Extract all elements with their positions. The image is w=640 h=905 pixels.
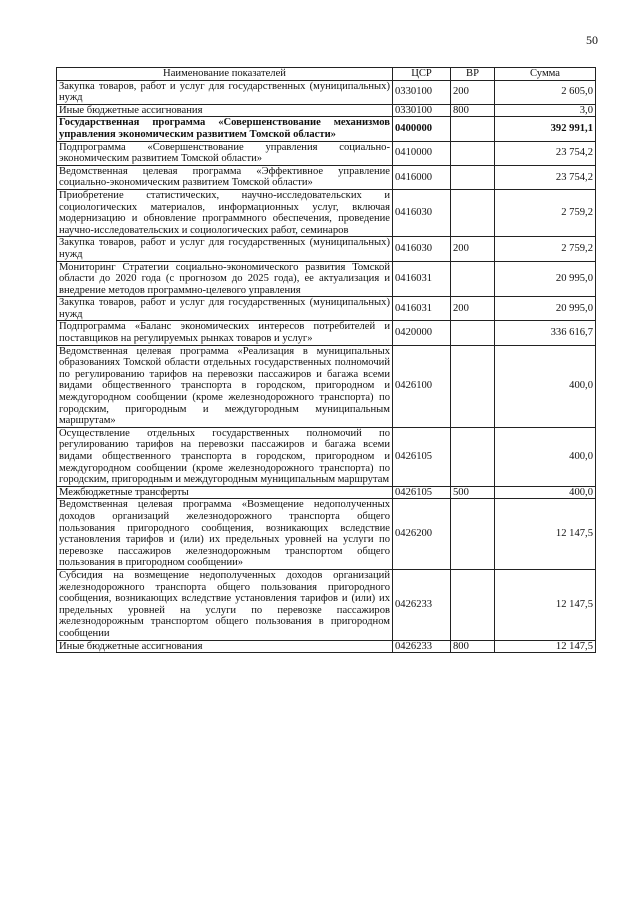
cell-vr: 500 (451, 486, 495, 499)
table-header-row (57, 68, 596, 81)
cell-csr: 0330100 (393, 80, 451, 104)
table-row (57, 141, 596, 165)
header-vr: ВР (451, 68, 495, 81)
cell-name: Ведомственная целевая программа «Возмещение недополученных доходов организаций железнодорожного транспорта общего пользования пригородного сообщения, возникающих вследствие установления тарифов и (или) их предельных уровней на услуги по перевозке пассажиров железнодорожным транспортом общего пользования в пригородном сообщении» (57, 499, 393, 570)
table-row (57, 80, 596, 104)
cell-csr: 0416031 (393, 297, 451, 321)
table-row (57, 117, 596, 141)
table-row (57, 189, 596, 236)
table-row (57, 569, 596, 640)
cell-name: Подпрограмма «Баланс экономических интересов потребителей и поставщиков на регулируемых рынках товаров и услуг» (57, 321, 393, 345)
cell-vr (451, 189, 495, 236)
page-number: 50 (586, 33, 598, 47)
cell-vr (451, 165, 495, 189)
table-row (57, 499, 596, 570)
cell-csr: 0426233 (393, 640, 451, 653)
cell-sum: 23 754,2 (495, 165, 596, 189)
table-row (57, 261, 596, 297)
cell-vr (451, 261, 495, 297)
cell-vr (451, 427, 495, 486)
cell-csr: 0410000 (393, 141, 451, 165)
cell-vr: 200 (451, 237, 495, 261)
cell-csr: 0426100 (393, 345, 451, 427)
cell-name: Субсидия на возмещение недополученных доходов организаций железнодорожного транспорта общего пользования пригородного сообщения, возникающих вследствие установления тарифов и (или) их предельных уровней на услуги по перевозке пассажиров железнодорожным транспортом общего пользования в пригородном сообщении (57, 569, 393, 640)
cell-name: Иные бюджетные ассигнования (57, 640, 393, 653)
cell-name: Закупка товаров, работ и услуг для государственных (муниципальных) нужд (57, 80, 393, 104)
cell-csr: 0330100 (393, 104, 451, 117)
cell-sum: 3,0 (495, 104, 596, 117)
cell-csr: 0426105 (393, 427, 451, 486)
cell-name: Государственная программа «Совершенствование механизмов управления экономическим развитием Томской области» (57, 117, 393, 141)
table-row (57, 237, 596, 261)
cell-sum: 12 147,5 (495, 640, 596, 653)
table-row (57, 486, 596, 499)
cell-sum: 400,0 (495, 486, 596, 499)
table-row (57, 297, 596, 321)
cell-csr: 0426200 (393, 499, 451, 570)
cell-name: Ведомственная целевая программа «Эффективное управление социально-экономическим развитием Томской области» (57, 165, 393, 189)
cell-name: Ведомственная целевая программа «Реализация в муниципальных образованиях Томской области отдельных государственных полномочий по регулированию тарифов на перевозки пассажиров и багажа всеми видами общественного транспорта в городском, пригородном и междугородном сообщении (кроме железнодорожного транспорта) по городским, пригородным и междугородным муниципальным маршрутам» (57, 345, 393, 427)
cell-csr: 0416000 (393, 165, 451, 189)
cell-vr (451, 117, 495, 141)
table-row (57, 165, 596, 189)
table-row (57, 345, 596, 427)
cell-sum: 20 995,0 (495, 297, 596, 321)
cell-vr (451, 141, 495, 165)
cell-csr: 0416030 (393, 237, 451, 261)
cell-vr: 800 (451, 104, 495, 117)
cell-csr: 0426105 (393, 486, 451, 499)
cell-sum: 2 605,0 (495, 80, 596, 104)
cell-vr: 200 (451, 297, 495, 321)
budget-table (56, 67, 596, 653)
cell-name: Закупка товаров, работ и услуг для государственных (муниципальных) нужд (57, 237, 393, 261)
header-sum: Сумма (495, 68, 596, 81)
cell-sum: 23 754,2 (495, 141, 596, 165)
table-row (57, 427, 596, 486)
cell-sum: 400,0 (495, 427, 596, 486)
cell-csr: 0416031 (393, 261, 451, 297)
cell-csr: 0426233 (393, 569, 451, 640)
cell-name: Приобретение статистических, научно-исследовательских и социологических материалов, информационных услуг, включая модернизацию и обновление программного обеспечения, проведение научно-исследовательских и социологических работ, семинаров (57, 189, 393, 236)
cell-csr: 0416030 (393, 189, 451, 236)
table-body (57, 80, 596, 653)
cell-name: Подпрограмма «Совершенствование управления социально-экономическим развитием Томской области» (57, 141, 393, 165)
table-row (57, 104, 596, 117)
cell-csr: 0400000 (393, 117, 451, 141)
cell-sum: 12 147,5 (495, 499, 596, 570)
cell-csr: 0420000 (393, 321, 451, 345)
cell-name: Осуществление отдельных государственных полномочий по регулированию тарифов на перевозки пассажиров и багажа всеми видами общественного транспорта в городском, пригородном и междугородном сообщении (кроме железнодорожного транспорта) по городским, пригородным и междугородным муниципальным маршрутам (57, 427, 393, 486)
cell-name: Мониторинг Стратегии социально-экономического развития Томской области до 2020 года (с прогнозом до 2025 года), ее актуализация и внедрение методов программно-целевого управления (57, 261, 393, 297)
header-csr: ЦСР (393, 68, 451, 81)
cell-name: Закупка товаров, работ и услуг для государственных (муниципальных) нужд (57, 297, 393, 321)
table-row (57, 640, 596, 653)
cell-name: Межбюджетные трансферты (57, 486, 393, 499)
cell-name: Иные бюджетные ассигнования (57, 104, 393, 117)
header-name: Наименование показателей (57, 68, 393, 81)
cell-sum: 400,0 (495, 345, 596, 427)
cell-sum: 392 991,1 (495, 117, 596, 141)
table-row (57, 321, 596, 345)
cell-vr (451, 345, 495, 427)
cell-vr: 200 (451, 80, 495, 104)
cell-sum: 12 147,5 (495, 569, 596, 640)
cell-sum: 336 616,7 (495, 321, 596, 345)
cell-vr: 800 (451, 640, 495, 653)
cell-vr (451, 569, 495, 640)
cell-vr (451, 499, 495, 570)
cell-sum: 2 759,2 (495, 237, 596, 261)
cell-vr (451, 321, 495, 345)
cell-sum: 2 759,2 (495, 189, 596, 236)
cell-sum: 20 995,0 (495, 261, 596, 297)
